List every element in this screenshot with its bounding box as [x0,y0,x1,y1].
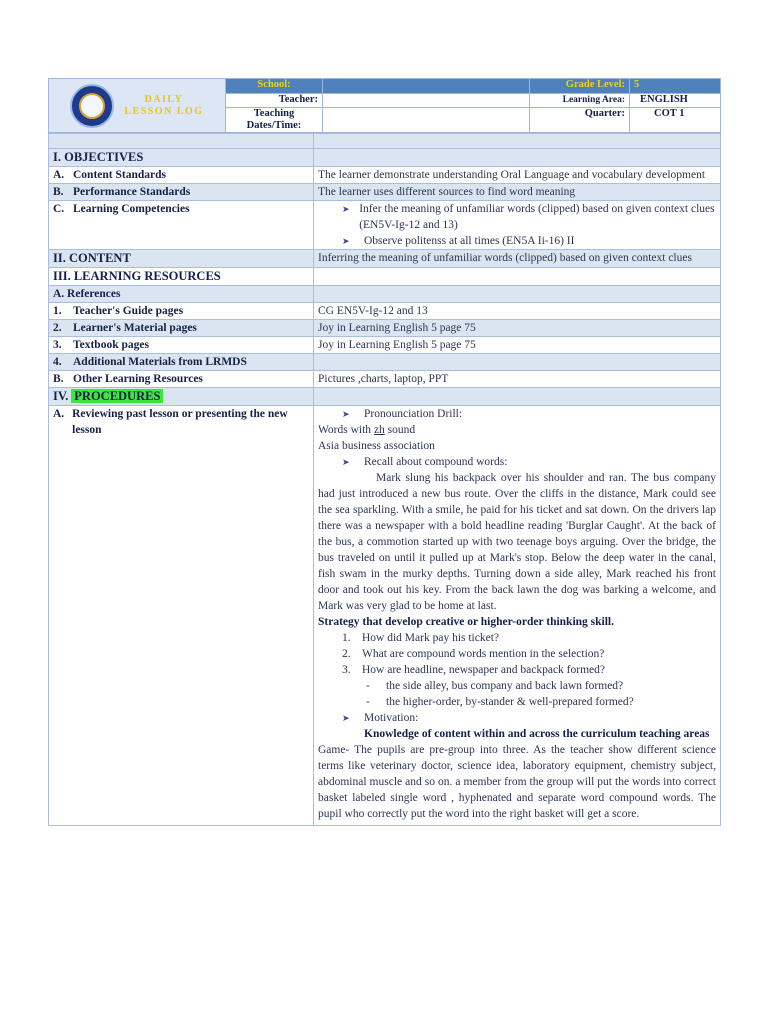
procedures-heading: IV. PROCEDURES [49,388,314,406]
teaching-dates-field[interactable] [323,108,530,133]
performance-standards-text: The learner uses different sources to find word meaning [314,184,721,201]
textbook-pages-label: 3. Textbook pages [49,337,314,354]
motivation-label: Motivation: [364,712,419,724]
words-examples: Asia business association [318,440,435,452]
reviewing-past-lesson-content [314,406,721,826]
quarter-field[interactable]: COT 1 [630,108,721,133]
content-text: Inferring the meaning of unfamiliar words (clipped) based on given context clues [314,250,721,268]
teachers-guide-value: CG EN5V-Ig-12 and 13 [314,303,721,320]
arrow-bullet-icon: ➤ [342,457,350,467]
teaching-dates-label: Teaching Dates/Time: [226,108,323,133]
performance-standards-label: B. Performance Standards [49,184,314,201]
competency-item: Observe politenss at all times (EN5A Ii-16) II [364,235,575,247]
teacher-label: Teacher: [226,94,323,108]
knowledge-heading: Knowledge of content within and across the curriculum teaching areas [364,728,710,740]
daily-lesson-log-title: DAILY LESSON LOG [124,93,204,117]
school-field[interactable] [323,79,530,94]
additional-materials-label: 4. Additional Materials from LRMDS [49,354,314,371]
arrow-bullet-icon: ➤ [342,204,350,214]
other-resources-value: Pictures ,charts, laptop, PPT [314,371,721,388]
grade-level-field[interactable]: 5 [630,79,721,94]
competency-item: Infer the meaning of unfamiliar words (clipped) based on given context clues (EN5V-Ig-12 and 13) [359,203,715,231]
game-paragraph: Game- The pupils are pre-group into three. As the teacher show different science terms like veterinary doctor, science idea, laboratory equipment, chemistry subject, abdominal muscle and so on. a member from the group will put the words into correct basket labeled single word , hyphenated and separate word compound words. The pupil who correctly put the word into the right basket will get a score. [318,744,716,820]
learning-competencies-list [314,201,721,250]
header-table [48,78,721,133]
sub-question-item: - the higher-order, by-stander & well-prepared formed? [366,696,634,708]
learners-material-value: Joy in Learning English 5 page 75 [314,320,721,337]
learning-resources-heading: III. LEARNING RESOURCES [49,268,314,286]
content-heading: II. CONTENT [49,250,314,268]
deped-seal-icon [70,84,114,128]
strategy-heading: Strategy that develop creative or higher-order thinking skill. [318,616,615,628]
story-paragraph: Mark slung his backpack over his shoulder and ran. The bus company had just introduced a new bus route. Over the cliffs in the distance, Mark could see the sea sparkling. With a smile, he paid for his ticket and sat down. On the drivers lap there was a newspaper with a bold headline reading 'Burglar Caught'. At the back of the bus, a commotion started up with two teenage boys arguing. Over the bridge, the bus traveled on until it pulled up at Mark's stop. Below the deep water in the canal, fish swam in the murky depths. Turning down a side alley, Mark reached his front door and took out his key. From the back lawn the dog was barking a welcome, and Mark was very glad to be home at last. [318,472,716,612]
additional-materials-value [314,354,721,371]
grade-level-label: Grade Level: [530,79,630,94]
quarter-label: Quarter: [530,108,630,133]
pronunciation-drill: Pronounciation Drill: [364,408,463,420]
question-item: 2. What are compound words mention in the selection? [342,648,605,660]
logo-cell [49,79,226,133]
sub-question-item: - the side alley, bus company and back lawn formed? [366,680,624,692]
lesson-table [48,133,721,826]
school-label: School: [226,79,323,94]
teacher-field[interactable] [323,94,530,108]
question-item: 1. How did Mark pay his ticket? [342,632,500,644]
objectives-heading: I. OBJECTIVES [49,149,314,167]
learning-competencies-label: C. Learning Competencies [49,201,314,250]
references-heading: A. References [49,286,314,303]
learners-material-label: 2. Learner's Material pages [49,320,314,337]
question-item: 3. How are headline, newspaper and backpack formed? [342,664,605,676]
other-resources-label: B. Other Learning Resources [49,371,314,388]
textbook-pages-value: Joy in Learning English 5 page 75 [314,337,721,354]
words-with-sound: Words with zh sound [318,424,416,436]
learning-area-label: Learning Area: [530,94,630,108]
reviewing-past-lesson-label: A. Reviewing past lesson or presenting the new lesson [49,406,314,826]
arrow-bullet-icon: ➤ [342,236,350,246]
daily-lesson-log [48,78,720,826]
arrow-bullet-icon: ➤ [342,713,350,723]
arrow-bullet-icon: ➤ [342,409,350,419]
teachers-guide-label: 1. Teacher's Guide pages [49,303,314,320]
recall-compound-words: Recall about compound words: [364,456,508,468]
learning-area-field[interactable]: ENGLISH [630,94,721,108]
content-standards-label: A. Content Standards [49,167,314,184]
content-standards-text: The learner demonstrate understanding Oral Language and vocabulary development [314,167,721,184]
